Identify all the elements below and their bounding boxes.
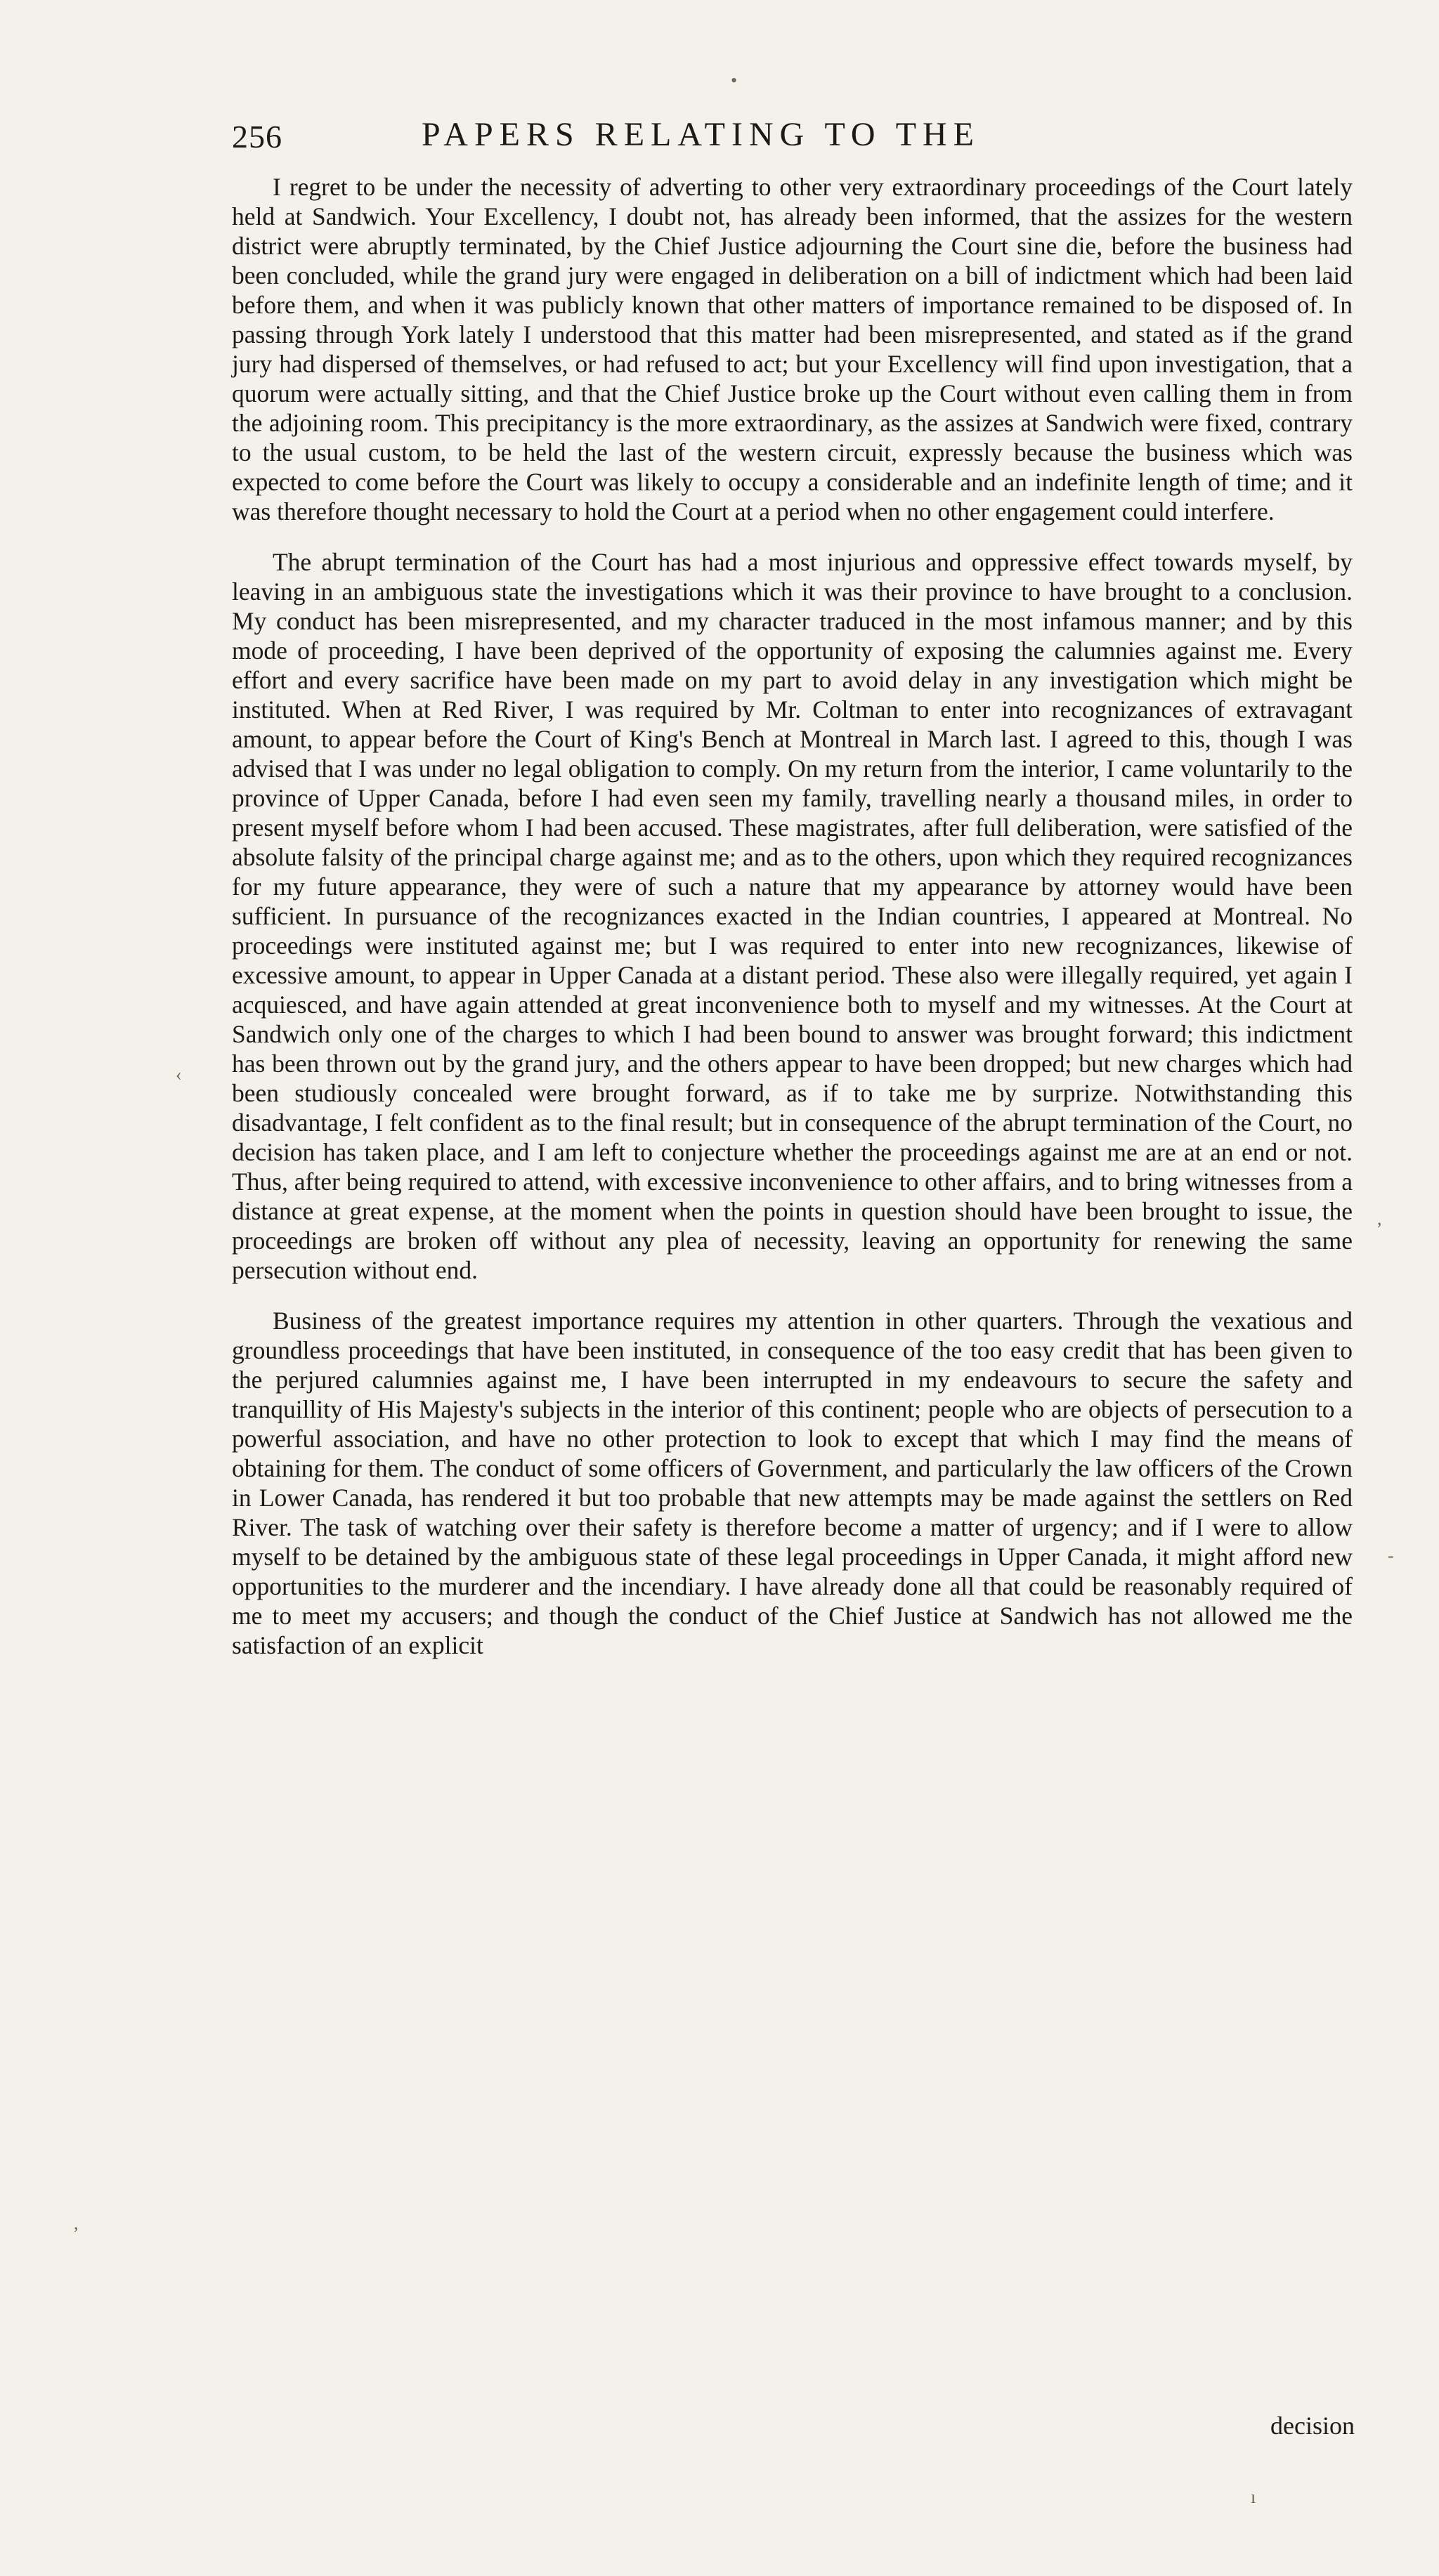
page-header bbox=[232, 112, 1356, 162]
running-head: PAPERS RELATING TO THE bbox=[422, 116, 980, 153]
paragraph: Business of the greatest importance requires my attention in other quarters. Through the vexatious and groundless proceedings that have been instituted, in consequence of the too easy credit that has been given to the perjured calumnies against me, I have been interrupted in my endeavours to secure the safety and tranquillity of His Majesty's subjects in the interior of this continent; people who are objects of persecution to a powerful association, and have no other protection to look to except that which I may find the means of obtaining for them. The conduct of some officers of Government, and particularly the law officers of the Crown in Lower Canada, has rendered it but too probable that new attempts may be made against the settlers on Red River. The task of watching over their safety is therefore become a matter of urgency; and if I were to allow myself to be detained by the ambiguous state of these legal proceedings in Upper Canada, it might afford new opportunities to the murderer and the incendiary. I have already done all that could be reasonably required of me to meet my accusers; and though the conduct of the Chief Justice at Sandwich has not allowed me the satisfaction of an explicit bbox=[232, 1307, 1353, 1659]
margin-speck: • bbox=[731, 70, 738, 91]
margin-speck: - bbox=[1388, 1545, 1394, 1566]
paragraph: I regret to be under the necessity of adverting to other very extraordinary proceedings of the Court lately held at Sandwich. Your Excellency, I doubt not, has already been informed, that the assizes for the western district were abruptly terminated, by the Chief Justice adjourning the Court sine die, before the business had been concluded, while the grand jury were engaged in deliberation on a bill of indictment which had been laid before them, and when it was publicly known that other matters of importance remained to be disposed of. In passing through York lately I understood that this matter had been misrepresented, and stated as if the grand jury had dispersed of themselves, or had refused to act; but your Excellency will find upon investigation, that a quorum were actually sitting, and that the Chief Justice broke up the Court without even calling them in from the adjoining room. This precipitancy is the more extraordinary, as the assizes at Sandwich were fixed, contrary to the usual custom, to be held the last of the western circuit, expressly because the business which was expected to come before the Court was likely to occupy a considerable and an indefinite length of time; and it was therefore thought necessary to hold the Court at a period when no other engagement could interfere. bbox=[232, 173, 1353, 525]
margin-speck: ‹ bbox=[176, 1064, 182, 1085]
body-text bbox=[232, 172, 1353, 1660]
paragraph: The abrupt termination of the Court has had a most injurious and oppressive effect towards myself, by leaving in an ambiguous state the investigations which it was their province to have brought to a conclusion. My conduct has been misrepresented, and my character traduced in the most infamous manner; and by this mode of proceeding, I have been deprived of the opportunity of exposing the calumnies against me. Every effort and every sacrifice have been made on my part to avoid delay in any investigation which might be instituted. When at Red River, I was required by Mr. Coltman to enter into recognizances of extravagant amount, to appear before the Court of King's Bench at Montreal in March last. I agreed to this, though I was advised that I was under no legal obligation to comply. On my return from the interior, I came voluntarily to the province of Upper Canada, before I had even seen my family, travelling nearly a thousand miles, in order to present myself before whom I had been accused. These magistrates, after full deliberation, were satisfied of the absolute falsity of the principal charge against me; and as to the others, upon which they required recognizances for my future appearance, they were of such a nature that my appearance by attorney would have been sufficient. In pursuance of the recognizances exacted in the Indian countries, I appeared at Montreal. No proceedings were instituted against me; but I was required to enter into new recognizances, likewise of excessive amount, to appear in Upper Canada at a distant period. These also were illegally required, yet again I acquiesced, and have again attended at great inconvenience both to myself and my witnesses. At the Court at Sandwich only one of the charges to which I had been bound to answer was brought forward; this indictment has been thrown out by the grand jury, and the others appear to have been dropped; but new charges which had been studiously concealed were brought forward, as if to take me by surprize. Notwithstanding this disadvantage, I felt confident as to the final result; but in consequence of the abrupt termination of the Court, no decision has taken place, and I am left to conjecture whether the proceedings against me are at an end or not. Thus, after being required to attend, with excessive inconvenience to other affairs, and to bring witnesses from a distance at great expense, at the moment when the points in question should have been brought to issue, the proceedings are broken off without any plea of necessity, leaving an opportunity for renewing the same persecution without end. bbox=[232, 548, 1353, 1284]
page-number: 256 bbox=[232, 119, 282, 155]
margin-speck: , bbox=[74, 2213, 79, 2233]
margin-speck: ı bbox=[1251, 2487, 1256, 2507]
catchword: decision bbox=[1270, 2412, 1355, 2440]
margin-speck: , bbox=[1377, 1208, 1382, 1229]
